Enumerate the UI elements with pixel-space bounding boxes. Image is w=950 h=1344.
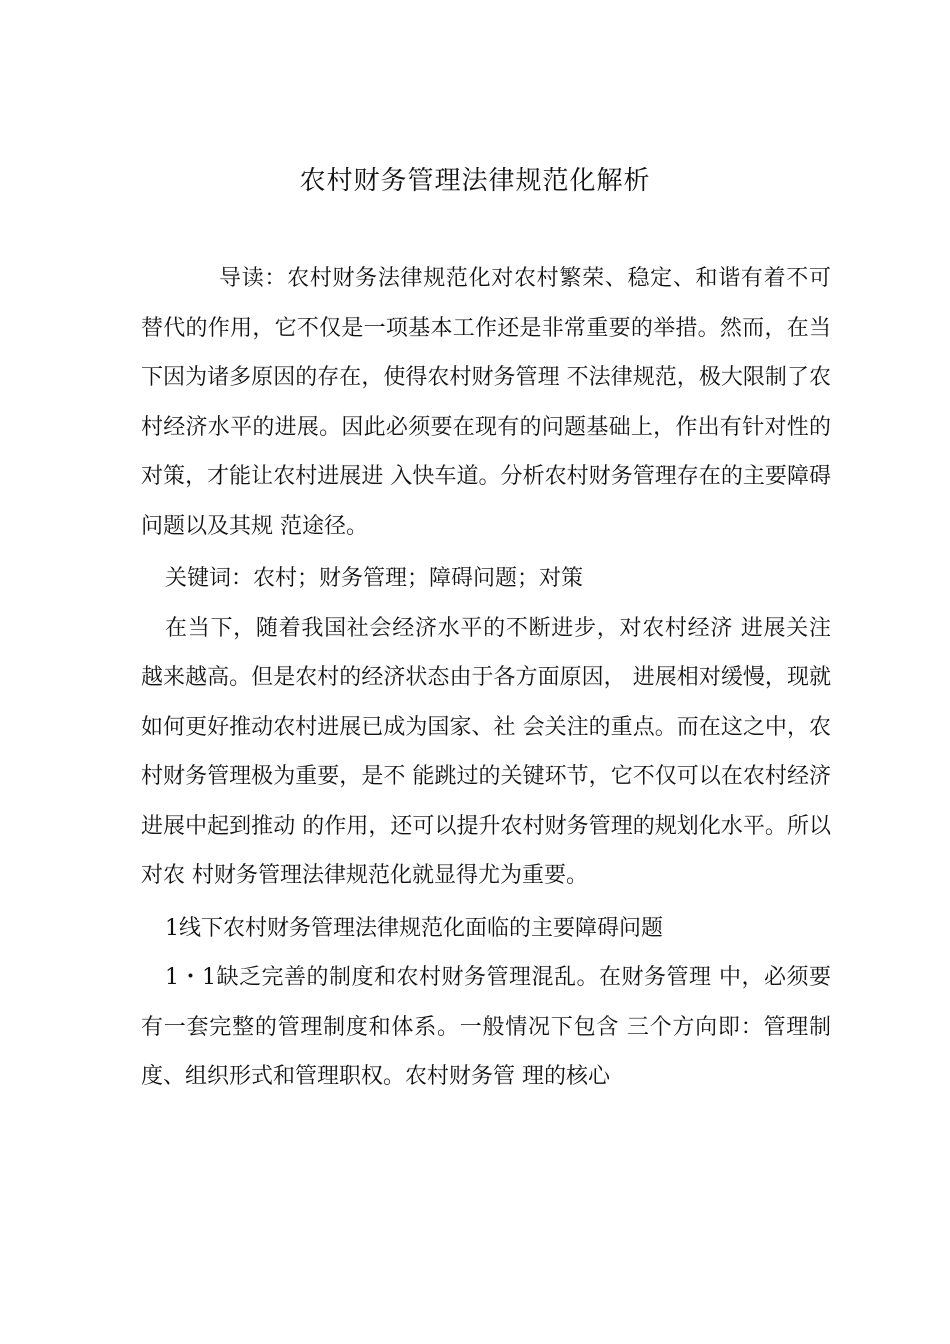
keywords-paragraph: 关键词：农村；财务管理；障碍问题；对策 xyxy=(165,566,584,591)
document-title: 农村财务管理法律规范化解析 xyxy=(299,166,651,196)
section-heading: 1线下农村财务管理法律规范化面临的主要障碍问题 xyxy=(165,915,663,941)
intro-paragraph: 导读：农村财务法律规范化对农村繁荣、稳定、和谐有着不可替代的作用，它不仅是一项基本工作还是非常重要的举措。然而，在当下因为诸多原因的存在，使得农村财务管理 不法律规范，极大限制了农村经济水平的进展。因此必须要在现有的问题基础上，作出有针对性的对策，才能让农村进展进 入快车道。分析农村财务管理存在的主要障碍问题以及其规 范途径。 xyxy=(141,266,831,539)
document-body xyxy=(141,254,831,1102)
subsection-paragraph: 1・1缺乏完善的制度和农村财务管理混乱。在财务管理 中，必须要有一套完整的管理制度和体系。一般情况下包含 三个方向即：管理制度、组织形式和管理职权。农村财务管 理的核心 xyxy=(141,965,831,1089)
body-paragraph: 在当下，随着我国社会经济水平的不断进步，对农村经济 进展关注越来越高。但是农村的经济状态由于各方面原因， 进展相对缓慢，现就如何更好推动农村进展已成为国家、社 会关注的重点。而在这之中，农村财务管理极为重要，是不 能跳过的关键环节，它不仅可以在农村经济进展中起到推动 的作用，还可以提升农村财务管理的规划化水平。所以对农 村财务管理法律规范化就显得尤为重要。 xyxy=(141,615,831,888)
